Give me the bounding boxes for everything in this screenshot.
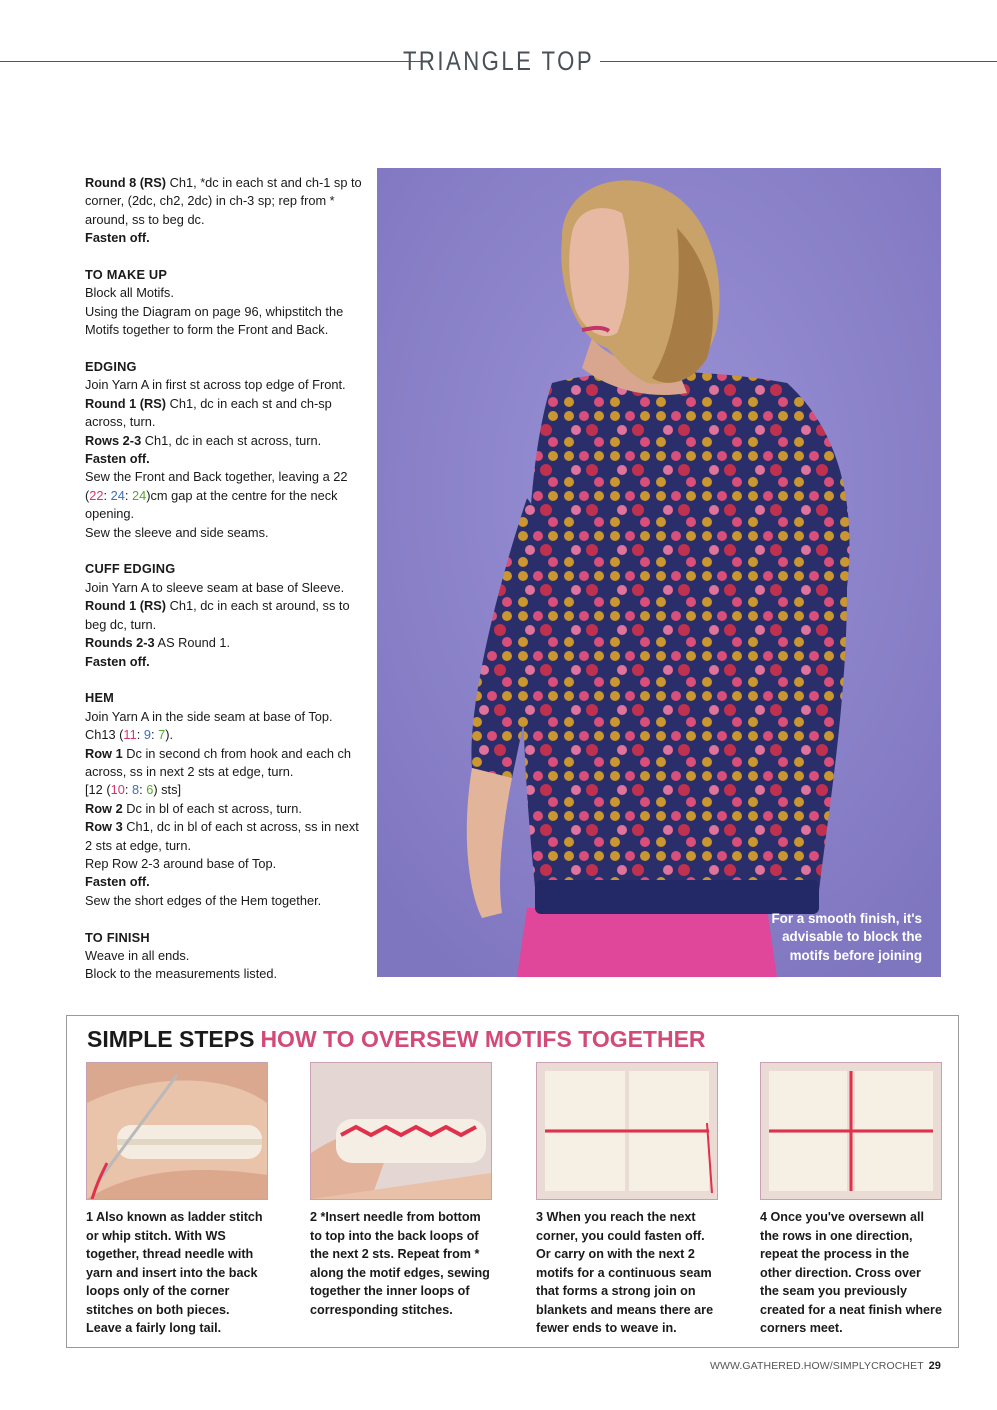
footer-url: WWW.GATHERED.HOW/SIMPLYCROCHET [709, 1360, 924, 1372]
page-footer [710, 1360, 941, 1372]
step-4 [760, 1062, 942, 1338]
simple-steps-box [66, 1015, 959, 1348]
step-3-text: 3 When you reach the next corner, you could fasten off. Or carry on with the next 2 motifs for a continuous seam that forms a strong join on blankets and means there are fewer ends to weave in. [536, 1210, 714, 1335]
step-2-photo [310, 1062, 492, 1200]
cuff-join: Join Yarn A to sleeve seam at base of Sleeve. [85, 579, 345, 595]
edging-sew: Sew the Front and Back together, leaving a 22 (22: 24: 24)cm gap at the centre for the neck opening. [85, 469, 348, 522]
hem-row-1-label: Row 1 [85, 745, 123, 761]
make-up-section [85, 266, 367, 340]
cuff-round-1-text: Ch1, dc in each st around, ss to beg dc, turn. [85, 598, 350, 632]
edging-section [85, 358, 367, 542]
step-1-text: 1 Also known as ladder stitch or whip stitch. With WS together, thread needle with yarn and insert into the back loops only of the corner stitches on both pieces. Leave a fairly long tail. [86, 1210, 263, 1335]
cuff-rounds-text: AS Round 1. [154, 635, 231, 651]
hem-join: Join Yarn A in the side seam at base of Top. [85, 708, 333, 724]
cuff-round-1-label: Round 1 (RS) [85, 598, 167, 614]
hem-chain: Ch13 (11: 9: 7). [85, 727, 174, 743]
size-value: 8 [131, 782, 140, 798]
edging-rows-label: Rows 2-3 [85, 432, 142, 448]
step-1-photo [86, 1062, 268, 1200]
step-2-text: 2 *Insert needle from bottom to top into the back loops of the next 2 sts. Repeat from * along the motif edges, sewing together the inner loops of corresponding stitches. [310, 1210, 490, 1317]
size-value: 24 [110, 487, 125, 503]
fasten-off: Fasten off. [85, 230, 150, 246]
edging-heading: EDGING [85, 359, 137, 375]
round-8-label: Round 8 (RS) [85, 175, 167, 190]
cuff-heading: CUFF EDGING [85, 561, 176, 577]
hem-row-1-text: Dc in second ch from hook and each ch across, ss in next 2 sts at edge, turn. [85, 745, 352, 779]
step-4-text: 4 Once you've oversewn all the rows in one direction, repeat the process in the other direction. Cross over the seam you previously created for a neat finish where corners meet. [760, 1210, 942, 1335]
edging-round-1-label: Round 1 (RS) [85, 395, 167, 411]
make-up-line: Using the Diagram on page 96, whipstitch the Motifs together to form the Front and Back. [85, 303, 344, 338]
size-value: 9 [143, 727, 151, 743]
fasten-off: Fasten off. [85, 451, 150, 467]
hem-row-2-label: Row 2 [85, 800, 123, 816]
step-2 [310, 1062, 492, 1319]
step-3 [536, 1062, 718, 1338]
round-8-section [85, 174, 367, 248]
page-number: 29 [928, 1360, 941, 1372]
edging-round-1-text: Ch1, dc in each st and ch-sp across, turn. [85, 395, 332, 430]
make-up-heading: TO MAKE UP [85, 267, 168, 283]
edging-rows-text: Ch1, dc in each st across, turn. [141, 432, 322, 448]
model-illustration [377, 168, 941, 977]
edging-join: Join Yarn A in first st across top edge of Front. [85, 377, 346, 393]
cuff-section [85, 560, 367, 670]
step-1 [86, 1062, 268, 1338]
edging-sleeve: Sew the sleeve and side seams. [85, 524, 269, 540]
hem-sew: Sew the short edges of the Hem together. [85, 892, 322, 908]
size-value: 24 [131, 487, 147, 503]
size-value: 22 [89, 487, 104, 503]
make-up-line: Block all Motifs. [85, 285, 174, 301]
hem-heading: HEM [85, 690, 115, 706]
finish-heading: TO FINISH [85, 929, 150, 945]
finish-line: Weave in all ends. [85, 947, 190, 963]
size-value: 6 [146, 782, 154, 798]
hem-row-3-text: Ch1, dc in bl of each st across, ss in next 2 sts at edge, turn. [85, 819, 359, 853]
cuff-rounds-label: Rounds 2-3 [85, 635, 155, 651]
step-4-photo [760, 1062, 942, 1200]
size-value: 7 [158, 727, 166, 743]
hem-row-3-label: Row 3 [85, 819, 123, 835]
size-value: 10 [110, 782, 125, 798]
round-8-text: Ch1, *dc in each st and ch-1 sp to corner, (2dc, ch2, 2dc) in ch-3 sp; rep from * around, ss to beg dc. [85, 175, 362, 227]
hem-stitch-count: [12 (10: 8: 6) sts] [85, 782, 182, 798]
hem-section [85, 689, 367, 910]
page-title: TRIANGLE TOP [402, 46, 595, 76]
size-value: 11 [123, 727, 137, 743]
finish-section [85, 929, 367, 984]
simple-steps-title: SIMPLE STEPS HOW TO OVERSEW MOTIFS TOGETHER [87, 1026, 706, 1052]
fasten-off: Fasten off. [85, 874, 150, 890]
pattern-instructions [85, 174, 367, 1002]
hem-row-2-text: Dc in bl of each st across, turn. [122, 800, 302, 816]
hem-repeat: Rep Row 2-3 around base of Top. [85, 855, 277, 871]
photo-caption: For a smooth finish, it's advisable to block the motifs before joining [771, 910, 922, 963]
finish-line: Block to the measurements listed. [85, 966, 278, 982]
model-photo [377, 168, 941, 977]
fasten-off: Fasten off. [85, 653, 150, 669]
step-3-photo [536, 1062, 718, 1200]
